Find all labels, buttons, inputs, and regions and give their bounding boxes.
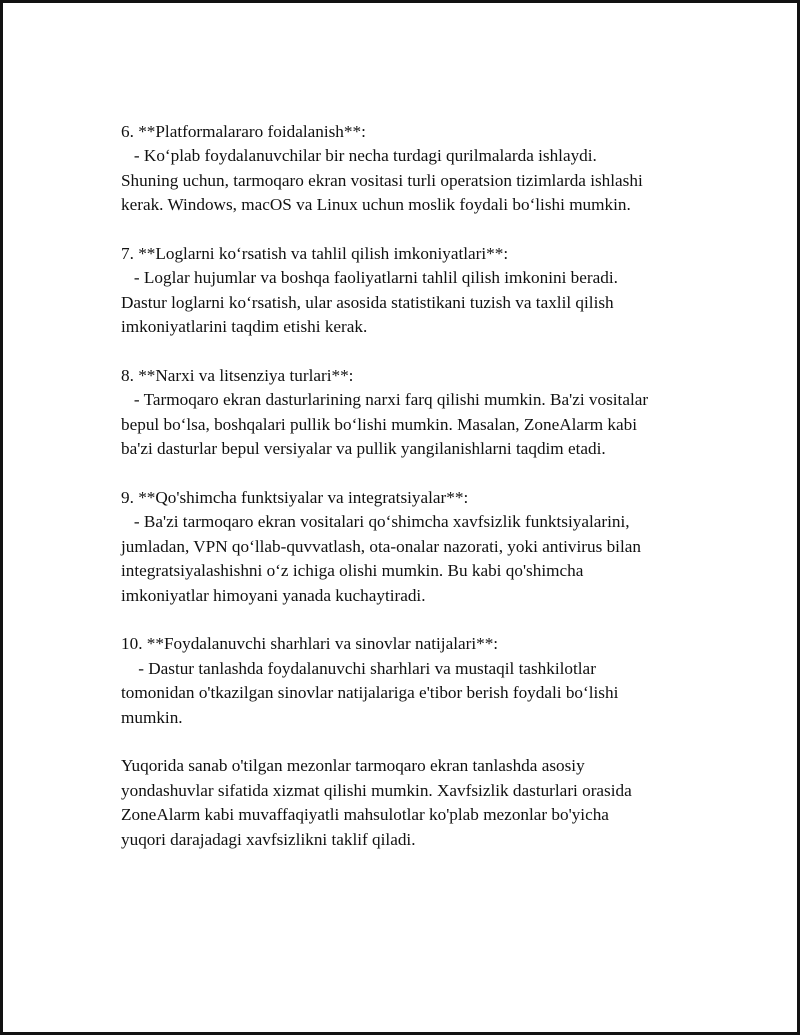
section-additional-features: [121, 486, 721, 608]
text-line: kerak. Windows, macOS va Linux uchun moslik foydali bo‘lishi mumkin.: [121, 195, 631, 215]
section-heading: 7. **Loglarni ko‘rsatish va tahlil qilish imkoniyatlari**:: [121, 244, 509, 264]
text-line: ZoneAlarm kabi muvaffaqiyatli mahsulotlar ko'plab mezonlar bo'yicha: [121, 805, 609, 825]
text-line: - Ba'zi tarmoqaro ekran vositalari qo‘shimcha xavfsizlik funktsiyalarini,: [121, 512, 630, 532]
section-pricing: [121, 364, 721, 462]
section-platform-support: [121, 120, 721, 218]
text-line: imkoniyatlarini taqdim etishi kerak.: [121, 317, 368, 337]
text-line: Shuning uchun, tarmoqaro ekran vositasi turli operatsion tizimlarda ishlashi: [121, 170, 643, 190]
section-heading: 8. **Narxi va litsenziya turlari**:: [121, 366, 354, 386]
text-line: mumkin.: [121, 707, 183, 727]
text-line: imkoniyatlar himoyani yanada kuchaytiradi.: [121, 585, 426, 605]
text-line: - Tarmoqaro ekran dasturlarining narxi farq qilishi mumkin. Ba'zi vositalar: [121, 390, 649, 410]
text-line: ba'zi dasturlar bepul versiyalar va pullik yangilanishlarni taqdim etadi.: [121, 439, 606, 459]
section-conclusion: [121, 754, 721, 852]
text-line: tomonidan o'tkazilgan sinovlar natijalariga e'tibor berish foydali bo‘lishi: [121, 683, 619, 703]
text-line: jumladan, VPN qo‘llab-quvvatlash, ota-onalar nazorati, yoki antivirus bilan: [121, 536, 641, 556]
text-line: integratsiyalashishni o‘z ichiga olishi mumkin. Bu kabi qo'shimcha: [121, 561, 584, 581]
section-heading: 6. **Platformalararo foidalanish**:: [121, 122, 366, 141]
text-line: Yuqorida sanab o'tilgan mezonlar tarmoqaro ekran tanlashda asosiy: [121, 756, 585, 776]
text-line: bepul bo‘lsa, boshqalari pullik bo‘lishi mumkin. Masalan, ZoneAlarm kabi: [121, 414, 638, 434]
section-heading: 10. **Foydalanuvchi sharhlari va sinovlar natijalari**:: [121, 634, 499, 654]
text-line: yondashuvlar sifatida xizmat qilishi mumkin. Xavfsizlik dasturlari orasida: [121, 780, 632, 800]
section-heading: 9. **Qo'shimcha funktsiyalar va integratsiyalar**:: [121, 488, 469, 508]
text-line: yuqori darajadagi xavfsizlikni taklif qiladi.: [121, 829, 416, 849]
text-line: - Dastur tanlashda foydalanuvchi sharhlari va mustaqil tashkilotlar: [121, 658, 596, 678]
text-line: - Ko‘plab foydalanuvchilar bir necha turdagi qurilmalarda ishlaydi.: [121, 146, 597, 166]
section-logs: [121, 242, 721, 340]
text-line: Dastur loglarni ko‘rsatish, ular asosida statistikani tuzish va taxlil qilish: [121, 292, 614, 312]
section-user-reviews: [121, 632, 721, 730]
text-line: - Loglar hujumlar va boshqa faoliyatlarni tahlil qilish imkonini beradi.: [121, 268, 618, 288]
document-body: [121, 120, 721, 877]
